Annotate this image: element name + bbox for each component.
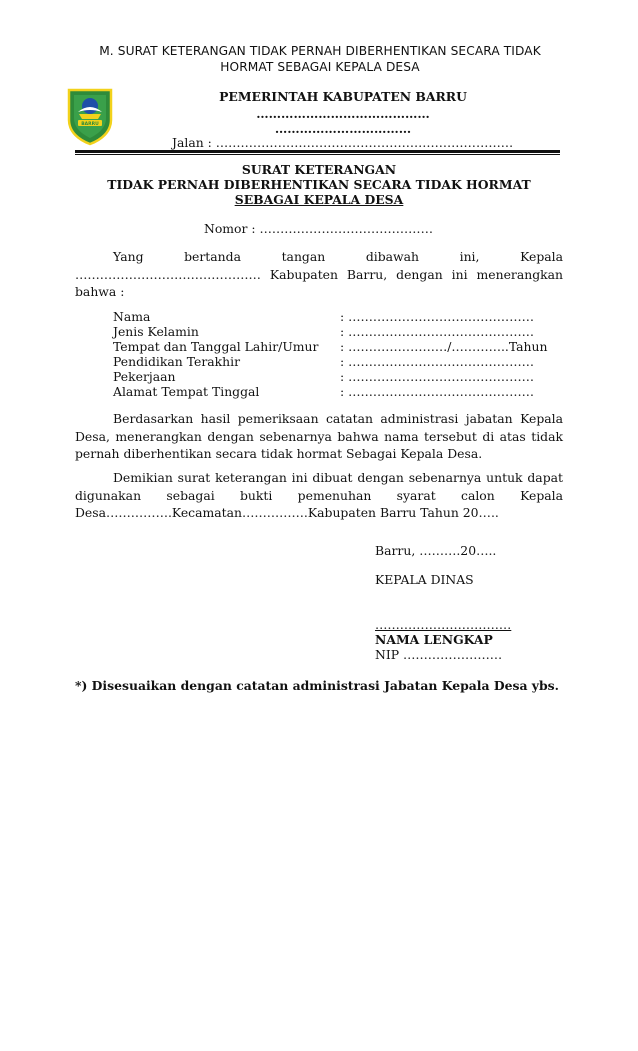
signature-name: NAMA LENGKAP — [375, 632, 493, 647]
findings-line1: Berdasarkan hasil pemeriksaan catatan administrasi jabatan Kepala — [113, 411, 563, 426]
field-value-pekerjaan: : ……………………………………… — [340, 369, 534, 384]
field-label-pendidikan: Pendidikan Terakhir — [113, 354, 241, 369]
field-label-jenis-kelamin: Jenis Kelamin — [113, 324, 199, 339]
opening-line1: Yang bertanda tangan dibawah ini, Kepala — [113, 249, 563, 264]
closing-line1: Demikian surat keterangan ini dibuat dengan sebenarnya untuk dapat — [113, 470, 563, 485]
letter-title-line3 — [0, 192, 638, 207]
signature-position: KEPALA DINAS — [375, 572, 474, 587]
field-value-jenis-kelamin: : ……………………………………… — [340, 324, 534, 339]
field-label-alamat: Alamat Tempat Tinggal — [113, 384, 260, 399]
field-value-alamat: : ……………………………………… — [340, 384, 534, 399]
letterhead-divider-thin — [75, 154, 560, 155]
document-title-line2: HORMAT SEBAGAI KEPALA DESA — [220, 60, 420, 74]
findings-line3: pernah diberhentikan secara tidak hormat Sebagai Kepala Desa. — [75, 446, 483, 461]
letter-title-line1: SURAT KETERANGAN — [241, 162, 397, 177]
letterhead-address: Jalan : ……………………………………………………………… — [172, 135, 514, 150]
findings-paragraph — [75, 410, 563, 463]
findings-line2: Desa, menerangkan dengan sebenarnya bahwa nama tersebut di atas tidak — [75, 428, 563, 444]
closing-line2: digunakan sebagai bukti pemenuhan syarat calon Kepala — [75, 487, 563, 503]
footnote: *) Disesuaikan dengan catatan administrasi Jabatan Kepala Desa ybs. — [75, 678, 559, 693]
document-title — [70, 43, 570, 75]
logo-text: BARRU — [81, 122, 99, 127]
letterhead-institution: PEMERINTAH KABUPATEN BARRU — [219, 89, 467, 104]
opening-paragraph — [75, 248, 563, 301]
signature-line: …………………………… — [375, 617, 512, 632]
document-title-line1: M. SURAT KETERANGAN TIDAK PERNAH DIBERHENTIKAN SECARA TIDAK — [99, 44, 541, 58]
letter-number: Nomor : …………………………………… — [204, 221, 433, 236]
letterhead-dots-line2: …………………………… — [274, 121, 412, 136]
field-value-nama: : ……………………………………… — [340, 309, 534, 324]
letter-title-line3-text: SEBAGAI KEPALA DESA — [234, 192, 404, 207]
signature-nip: NIP …………………… — [375, 647, 503, 662]
field-value-tempat-tanggal-lahir: : ……………………/…………..Tahun — [340, 339, 548, 354]
closing-line3: Desa…………….Kecamatan…………….Kabupaten Barru Tahun 20….. — [75, 505, 499, 520]
letterhead-dots-line1: …………………………………… — [256, 106, 430, 121]
opening-line2: ……………………………………… Kabupaten Barru, dengan ini menerangkan — [75, 266, 563, 282]
opening-line3: bahwa : — [75, 284, 125, 299]
field-value-pendidikan: : ……………………………………… — [340, 354, 534, 369]
signature-place-date: Barru, ……….20….. — [375, 543, 497, 558]
field-label-nama: Nama — [113, 309, 151, 324]
closing-paragraph — [75, 469, 563, 522]
letterhead-divider-thick — [75, 150, 560, 153]
letter-title-line2: TIDAK PERNAH DIBERHENTIKAN SECARA TIDAK HORMAT — [107, 177, 531, 192]
field-label-tempat-tanggal-lahir: Tempat dan Tanggal Lahir/Umur — [113, 339, 319, 354]
field-label-pekerjaan: Pekerjaan — [113, 369, 176, 384]
